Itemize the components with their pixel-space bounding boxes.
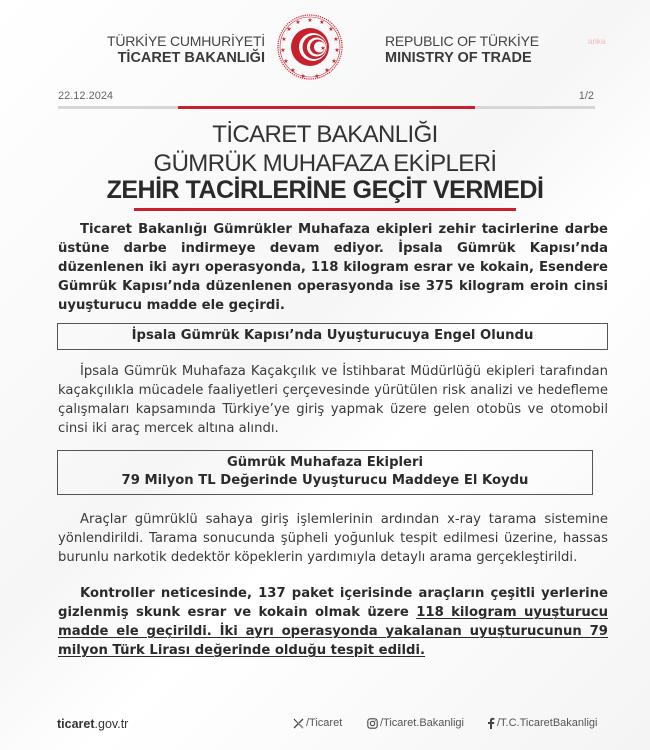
svg-text:★: ★ [281, 36, 287, 43]
website-domain-bold: ticaret [57, 717, 95, 731]
section-2-paragraph: Araçlar gümrüklü sahaya giriş işlemlerinin ardından x-ray tarama sistemine yönlendirildi. Tarama sonucunda şüpheli yoğunluk tespit edilmesi üzerine, hassas burunlu narkotik dedektör köpeklerin yardımıyla detaylı arama gerçekleştirildi. [58, 512, 608, 565]
x-logo-icon [293, 718, 304, 729]
section-heading-box-1 [57, 323, 608, 350]
svg-text:★: ★ [314, 73, 320, 80]
header-turkish-name [107, 33, 265, 67]
title-underline [134, 208, 516, 211]
instagram-icon [367, 718, 378, 729]
document-date: 22.12.2024 [58, 90, 114, 102]
svg-text:★: ★ [328, 26, 334, 33]
title-headline: ZEHİR TACİRLERİNE GEÇİT VERMEDİ [106, 176, 544, 204]
section-2-heading-line-2: 79 Milyon TL Değerinde Uyuşturucu Maddeye El Koydu [121, 473, 529, 488]
watermark-text: anka [588, 37, 606, 46]
svg-text:★: ★ [280, 47, 286, 54]
section-2-heading-line-1: Gümrük Muhafaza Ekipleri [226, 455, 424, 470]
intro-paragraph: Ticaret Bakanlığı Gümrükler Muhafaza ekipleri zehir tacirlerine darbe üstüne darbe indirmeye devam ediyor. İpsala Gümrük Kapısı’nda düzenlenen iki ayrı operasyonda, 118 kilogram esrar ve kokain, Esendere Gümrük Kapısı’nda düzenlenen operasyonda ise 375 kilogram eroin cinsi uyuşturucu madde ele geçirdi. [58, 222, 608, 313]
svg-text:★: ★ [331, 58, 337, 65]
header-separator-accent [178, 106, 475, 109]
ministry-seal-icon [276, 8, 344, 86]
instagram-handle: /Ticaret.Bakanligi [380, 717, 464, 729]
svg-text:★: ★ [324, 67, 330, 74]
section-heading-box-2 [57, 450, 593, 495]
header-ministry-tr: TİCARET BAKANLIĞI [117, 50, 265, 66]
conclusion-underlined-text: 118 kilogram uyuşturucu madde ele geçirildi. İki ayrı operasyonda yakalanan uyuşturucunun 79 milyon Türk Lirası değerinde olduğu tespit edildi. [58, 605, 608, 658]
svg-text:★: ★ [295, 19, 301, 26]
header-republic-en: REPUBLIC OF TÜRKİYE [385, 33, 539, 49]
title-line-1: TİCARET BAKANLIĞI [212, 121, 438, 148]
website-domain-suffix: .gov.tr [94, 717, 129, 731]
title-line-2: GÜMRÜK MUHAFAZA EKİPLERİ [153, 150, 497, 177]
x-social-link[interactable] [293, 717, 342, 729]
header-ministry-en: MINISTRY OF TRADE [385, 50, 532, 66]
svg-text:★: ★ [286, 26, 292, 33]
section-1-paragraph: İpsala Gümrük Muhafaza Kaçakçılık ve İstihbarat Müdürlüğü ekipleri tarafından kaçakçılıkla mücadele faaliyetleri çerçevesinde yürütülen risk analizi ve hedefleme çalışmaları kapsamında Türkiye’ye giriş yapmak üzere gelen otobüs ve otomobil cinsi iki araç mercek altına alındı. [58, 364, 608, 436]
facebook-handle: /T.C.TicaretBakanligi [497, 717, 598, 729]
svg-text:★: ★ [320, 45, 326, 52]
instagram-social-link[interactable] [367, 717, 464, 729]
x-handle: /Ticaret [306, 717, 343, 729]
facebook-social-link[interactable] [487, 717, 597, 729]
header-english-name [385, 33, 539, 67]
svg-text:★: ★ [333, 36, 339, 43]
svg-text:★: ★ [300, 73, 306, 80]
facebook-icon [487, 717, 495, 729]
website-link[interactable] [57, 717, 128, 731]
conclusion-text: Kontroller neticesinde, 137 paket içerisinde araçların çeşitli yerlerine gizlenmiş skunk esrar ve kokain olmak üzere [58, 586, 608, 620]
page-number: 1/2 [578, 90, 594, 102]
svg-text:★: ★ [307, 17, 313, 24]
section-1-heading: İpsala Gümrük Kapısı’nda Uyuşturucuya Engel Olundu [131, 328, 534, 343]
svg-text:★: ★ [283, 58, 289, 65]
conclusion-paragraph [58, 584, 608, 660]
header-republic-tr: TÜRKİYE CUMHURİYETİ [107, 33, 265, 49]
svg-text:★: ★ [319, 19, 325, 26]
svg-text:★: ★ [290, 67, 296, 74]
svg-text:★: ★ [334, 47, 340, 54]
